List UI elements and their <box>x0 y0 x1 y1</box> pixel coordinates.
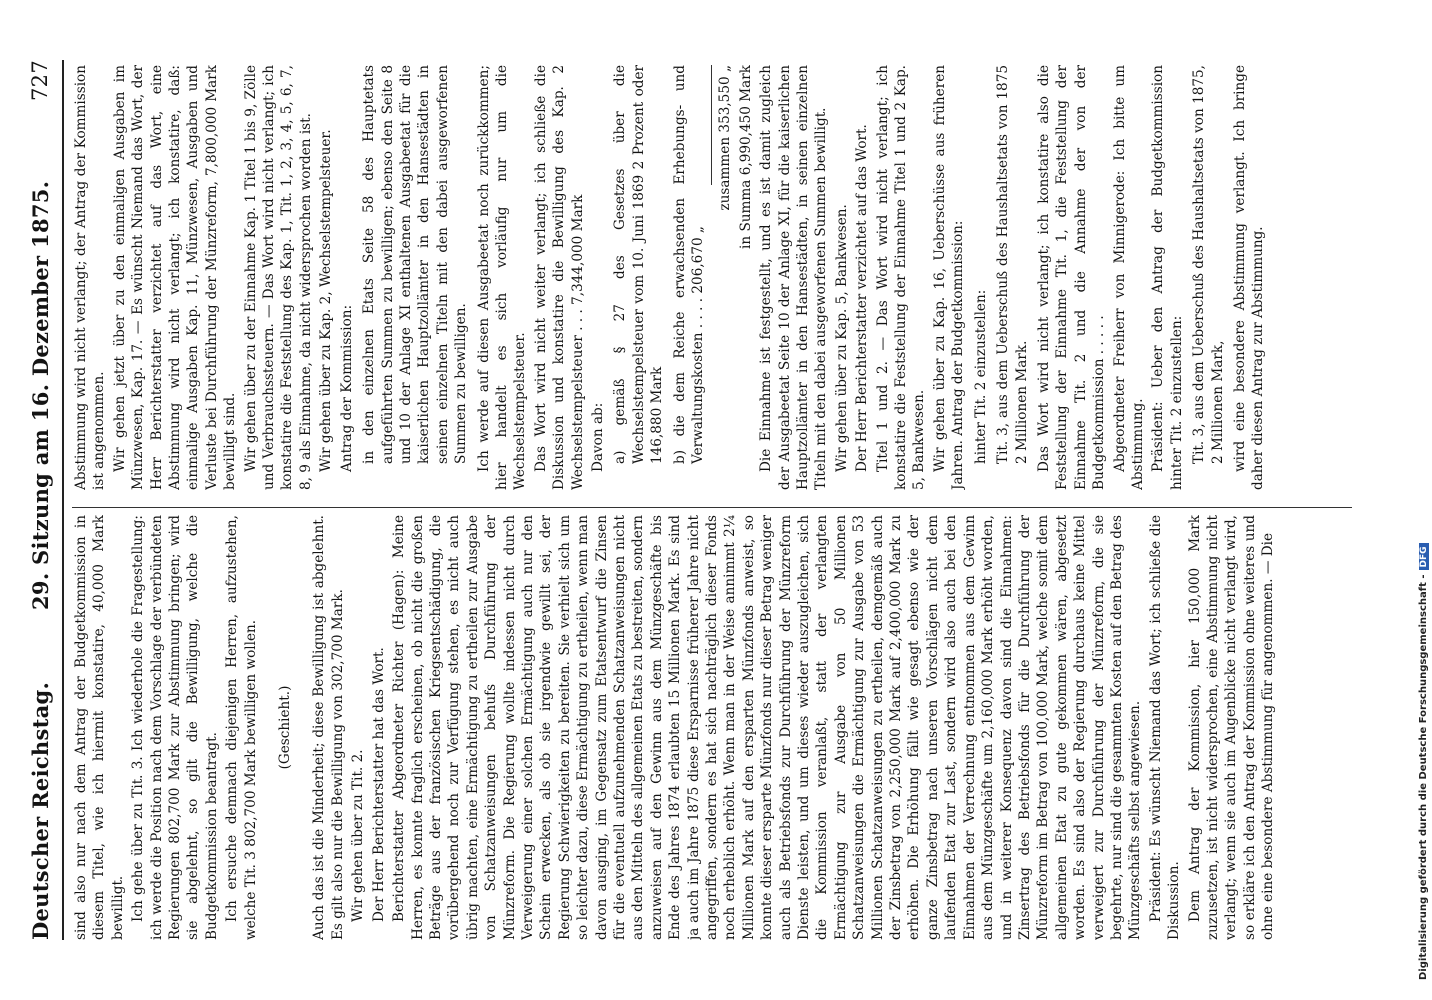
paragraph: Wir gehen über zu Kap. 2, Wechselstempelsteuer. <box>318 129 335 472</box>
paragraph: sind also nur nach dem Antrag der Budgetkommission in diesem Titel, wie ich hiermit konstatire, 40,000 Mark bewilligt. <box>73 515 126 940</box>
stage-direction: (Geschieht.) <box>277 685 294 770</box>
paragraph: Ich werde auf diesen Ausgabeetat noch zurückkommen; hier handelt es sich vorläufig nur um die Wechselstempelsteuer. <box>475 65 529 490</box>
sum-rule <box>711 65 712 185</box>
paragraph: Abgeordneter Freiherr von Minnigerode: Ich bitte um Abstimmung. <box>1111 65 1146 490</box>
paragraph: Auch das ist die Minderheit; diese Bewilligung ist abgelehnt. Es gilt also nur die Bewilligung von 302,700 Mark. <box>311 515 346 940</box>
list-item: Tit. 3, aus dem Ueberschuß des Haushaltsetats von 1875 2 Millionen Mark. <box>995 65 1030 464</box>
digitization-credit <box>1418 543 1429 980</box>
paragraph: Ich gehe über zu Tit. 3. Ich wiederhole die Fragestellung: ich werde die Position nach dem Vorschlage der verbündeten Regierungen 802,700 Mark zur Abstimmung bringen; wird sie abgelehnt, so gilt die Bewilligung, welche die Budgetkommission beantragt. <box>130 515 220 940</box>
paragraph: Wir gehen über zu Kap. 16, Ueberschüsse aus früheren Jahren. Antrag der Budgetkommission: <box>931 65 967 490</box>
paragraph: Das Wort wird nicht weiter verlangt; ich schließe die Diskussion und konstatire die Bewilligung des Kap. 2 Wechselstempelsteuer . . . 7,344,000 Mark <box>532 65 586 490</box>
header-rule <box>62 60 64 940</box>
page-number: 727 <box>28 60 52 101</box>
running-head <box>28 60 58 940</box>
paragraph: Das Wort wird nicht verlangt; ich konstatire also die Feststellung der Einnahme Tit. 1, die Feststellung der Einnahme Tit. 2 und die Annahme der von der Budgetkommission . . . . . <box>1035 65 1108 490</box>
left-column <box>72 515 1352 940</box>
paragraph: Wir gehen über zu Kap. 5, Bankwesen. <box>833 204 850 472</box>
paragraph: wird eine besondere Abstimmung verlangt. Ich bringe daher diesen Antrag zur Abstimmung. <box>1231 65 1267 490</box>
paragraph: Präsident: Ueber den Antrag der Budgetkommission hinter Tit. 2 einzustellen: <box>1150 65 1185 490</box>
column-divider <box>72 507 1352 508</box>
session-title: 29. Sitzung am 16. Dezember 1875. <box>28 180 53 610</box>
paragraph: Antrag der Kommission: <box>338 304 355 472</box>
paragraph: Abstimmung wird nicht verlangt; der Antrag der Kommission ist angenommen. <box>73 65 108 490</box>
paragraph: Präsident: Es wünscht Niemand das Wort; ich schließe die Diskussion. <box>1147 515 1183 940</box>
paragraph: Dem Antrag der Kommission, hier 150,000 Mark zuzusetzen, ist nicht widersprochen, eine Abstimmung nicht verlangt; wenn sie auch im Augenblicke nicht verlangt wird, so erkläre ich den Antrag der Kommission ohne weiteres und ohne eine besondere Abstimmung für angenommen. — Die <box>1186 515 1277 940</box>
dfg-logo: DFG <box>1419 543 1429 570</box>
sum-line: in Summa 6,990,450 Mark <box>737 65 754 249</box>
paragraph: Wir gehen über zu Tit. 2. <box>350 749 367 922</box>
paragraph: Der Herr Berichterstatter verzichtet auf das Wort. <box>854 124 871 472</box>
list-item: a) gemäß § 27 des Gesetzes über die Wechselstempelsteuer vom 10. Juni 1869 2 Prozent oder 146,880 Mark <box>612 65 666 464</box>
sum-line: zusammen 353,550 „ <box>717 65 734 211</box>
paragraph: Titel 1 und 2. — Das Wort wird nicht verlangt; ich konstatire die Feststellung der Einnahme Titel 1 und 2 Kap. 5, Bankwesen. <box>874 65 928 490</box>
publication-title: Deutscher Reichstag. <box>28 681 53 940</box>
paragraph: Wir gehen jetzt über zu den einmaligen Ausgaben im Münzwesen, Kap. 17. — Es wünscht Niemand das Wort, der Herr Berichterstatter verzichtet auf das Wort, eine Abstimmung wird nicht verlangt; ich konstatire, daß: einmalige Ausgaben Kap. 11, Münzwesen, Ausgaben und Verluste bei Durchführung der Münzreform, 7,800,000 Mark bewilligt sind. <box>111 65 239 490</box>
paragraph: Der Herr Berichterstatter hat das Wort. <box>370 647 387 922</box>
right-column <box>72 65 1352 490</box>
paragraph: Davon ab: <box>589 402 606 472</box>
paragraph: Die Einnahme ist festgestellt, und es ist damit zugleich der Ausgabeetat Seite 10 der Anlage XI, für die kaiserlichen Hauptzollämter in den Hansestädten, in seinen einzelnen Titeln mit den dabei ausgeworfenen Summen bewilligt. <box>758 65 830 490</box>
list-item: b) die dem Reiche erwachsenden Erhebungs- und Verwaltungskosten . . . . 206,670 „ <box>671 65 706 464</box>
paragraph: Wir gehen über zu der Einnahme Kap. 1 Titel 1 bis 9, Zölle und Verbrauchssteuern. — Das Wort wird nicht verlangt; ich konstatire die Feststellung des Kap. 1, Tit. 1, 2, 3, 4, 5, 6, 7, 8, 9 als Einnahme, da nicht widersprochen worden ist. <box>242 65 314 490</box>
paragraph: Ich ersuche demnach diejenigen Herren, aufzustehen, welche Tit. 3 802,700 Mark bewilligen wollen. <box>224 515 259 940</box>
paragraph: in den einzelnen Etats Seite 58 des Hauptetats aufgeführten Summen zu bewilligen; ebenso den Seite 8 und 10 der Anlage XI enthaltenen Ausgabeetat für die kaiserlichen Hauptzollämter in den Hansestädten in seinen einzelnen Titeln mit den dabei ausgeworfenen Summen zu bewilligen. <box>361 65 470 464</box>
list-item: Tit. 3, aus dem Ueberschuß des Haushaltsetats von 1875, 2 Millionen Mark, <box>1191 65 1226 464</box>
list-item: hinter Tit. 2 einzustellen: <box>972 289 989 464</box>
paragraph: Berichterstatter Abgeordneter Richter (Hagen): Meine Herren, es konnte fraglich erscheinen, ob nicht die großen Beträge aus der französischen Kriegsentschädigung, die vorübergehend noch zur Verfügung stehen, es nicht auch übrig machten, eine Ermächtigung zu ertheilen zur Ausgabe von Schatzanweisungen behufs Durchführung der Münzreform. Die Regierung wollte indessen nicht durch Verweigerung einer solchen Ermächtigung auch nur den Schein erwecken, als ob sie irgendwie gewillt sei, der Regierung Schwierigkeiten zu bereiten. Sie verhielt sich um so leichter dazu, diese Ermächtigung zu ertheilen, wenn man davon ausging, im Gegensatz zum Etatsentwurf die Zinsen für die eventuell aufzunehmenden Schatzanweisungen nicht aus den Mitteln des allgemeinen Etats zu bestreiten, sondern anzuweisen auf den Gewinn aus dem Münzgeschäfte bis Ende des Jahres 1874 erlaubten 15 Millionen Mark. Es sind ja auch im Jahre 1875 diese Ersparnisse früherer Jahre nicht angegriffen, sondern es hat sich nachträglich dieser Fonds noch erheblich erhöht. Wenn man in der Weise annimmt 2¼ Millionen Mark auf den ersparten Münzfonds anweist, so konnte dieser ersparte Münzfonds nur dieser Betrag weniger auch als Betriebsfonds zur Durchführung der Münzreform Dienste leisten, und um dieses wieder auszugleichen, sich die Kommission veranlaßt, statt der verlangten Ermächtigung zur Ausgabe von 50 Millionen Schatzanweisungen die Ermächtigung zur Ausgabe von 53 Millionen Schatzanweisungen zu ertheilen, demgemäß auch der Zinsbetrag von 2,250,000 Mark auf 2,400,000 Mark zu erhöhen. Die Erhöhung fällt wie gesagt ebenso wie der ganze Zinsbetrag nach unseren Vorschlägen nicht dem laufenden Etat zur Last, sondern wird also auch bei den Einnahmen der Verrechnung entnommen aus dem Gewinn aus dem Münzgeschäfte um 2,160,000 Mark erhöht worden, und in weiterer Konsequenz davon sind die Einnahmen: Zinsertrag des Betriebsfonds für die Durchführung der Münzreform im Betrag von 100,000 Mark, welche somit dem allgemeinen Etat zu gute gekommen wären, abgesetzt worden. Es sind also der Regierung durchaus keine Mittel verweigert zur Durchführung der Münzreform, die sie begehrte, nur sind die gesammten Kosten auf den Betrag des Münzgeschäfts selbst angewiesen. <box>391 515 1144 940</box>
credit-text: Digitalisierung gefördert durch die Deutsche Forschungsgemeinschaft - <box>1418 574 1429 980</box>
